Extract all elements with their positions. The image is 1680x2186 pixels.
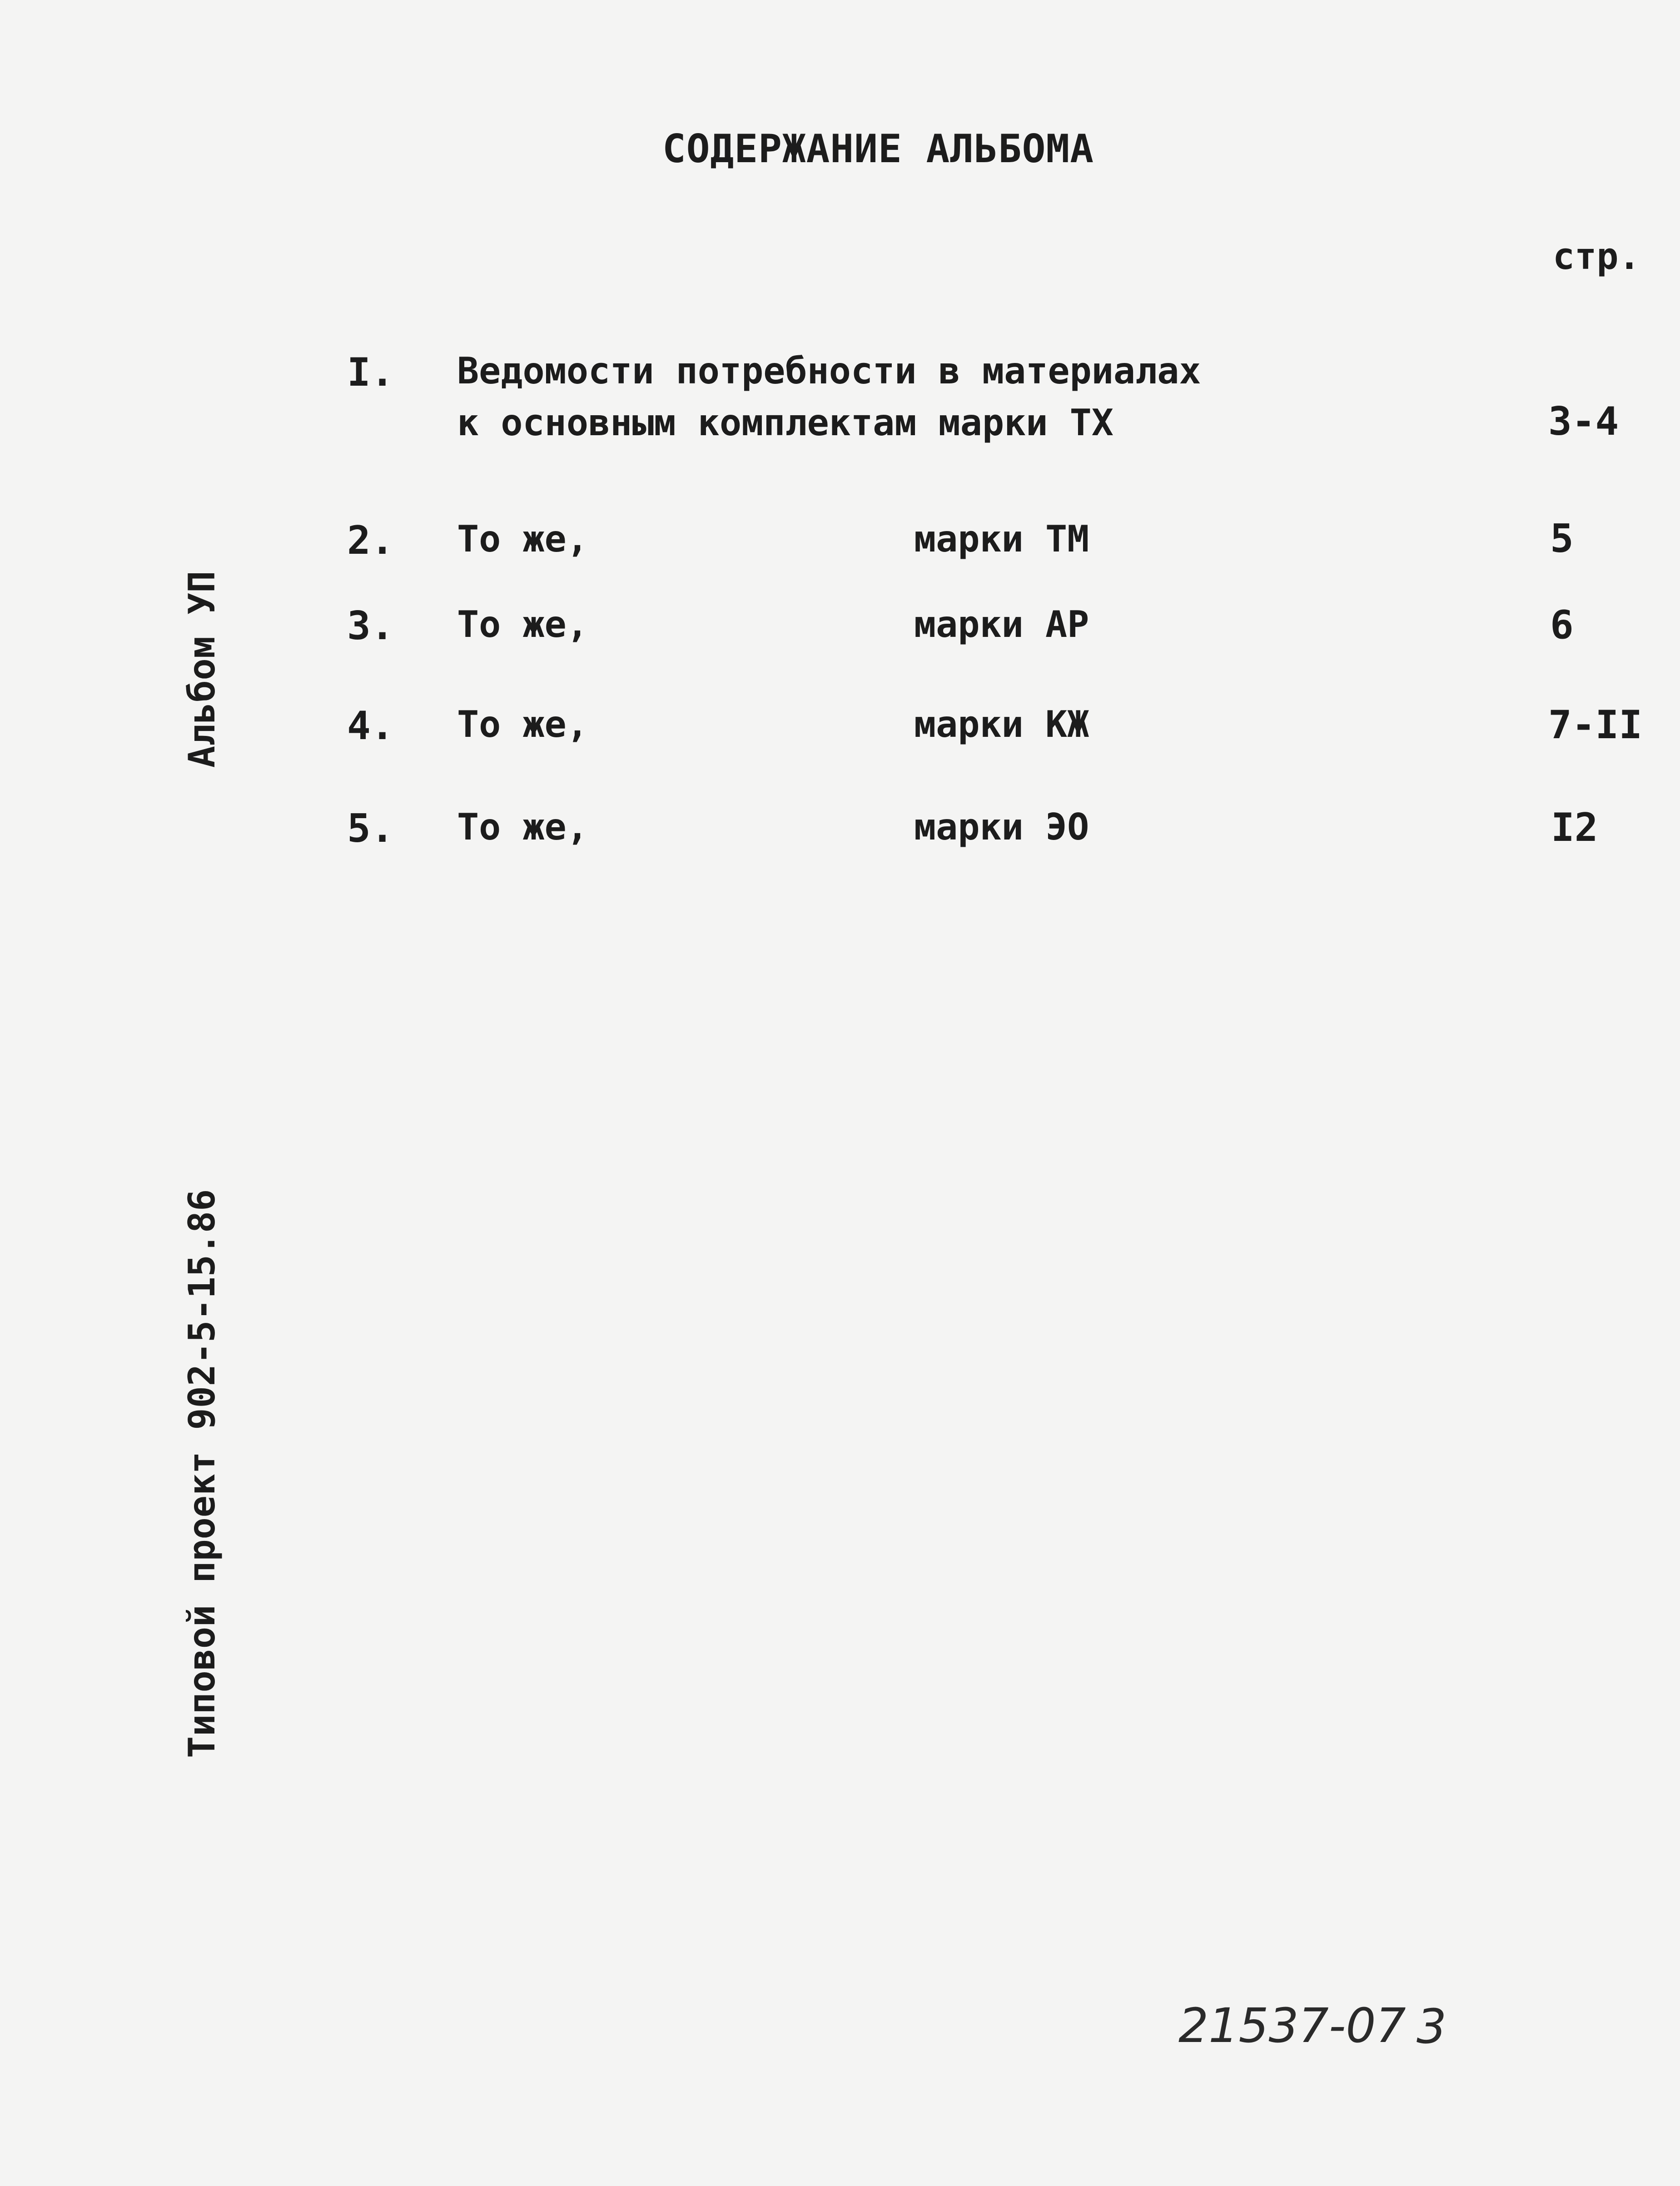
item-mark: марки АР: [914, 603, 1089, 646]
item-text: То же,: [457, 518, 588, 560]
item-number: 3.: [347, 603, 394, 649]
item-pages: 5: [1550, 516, 1574, 561]
item-pages: 3-4: [1548, 399, 1619, 444]
item-mark: марки КЖ: [914, 703, 1089, 745]
side-album-label: Альбом УП: [181, 571, 223, 768]
item-mark: марки ТМ: [914, 518, 1089, 560]
item-number: 4.: [347, 703, 394, 749]
item-number: I.: [347, 350, 394, 395]
item-text: То же,: [457, 603, 588, 646]
item-pages: 6: [1550, 602, 1574, 648]
item-pages: I2: [1551, 805, 1598, 850]
side-project-label: Типовой проект 902-5-15.86: [181, 1189, 223, 1758]
handwritten-document-number: 21537-07: [1178, 1998, 1406, 2053]
page-column-header: стр.: [1553, 235, 1640, 278]
footer-page-number: 3: [1417, 1999, 1447, 2054]
item-number: 2.: [347, 518, 394, 563]
document-title: СОДЕРЖАНИЕ АЛЬБОМА: [662, 126, 1094, 172]
item-text: То же,: [457, 703, 588, 745]
item-text-line2: к основным комплектам марки ТХ: [457, 402, 1113, 444]
item-pages: 7-II: [1548, 702, 1643, 748]
item-text: То же,: [457, 806, 588, 848]
item-number: 5.: [347, 806, 394, 851]
item-text-line1: Ведомости потребности в материалах: [457, 350, 1201, 392]
item-mark: марки ЭО: [914, 806, 1089, 848]
